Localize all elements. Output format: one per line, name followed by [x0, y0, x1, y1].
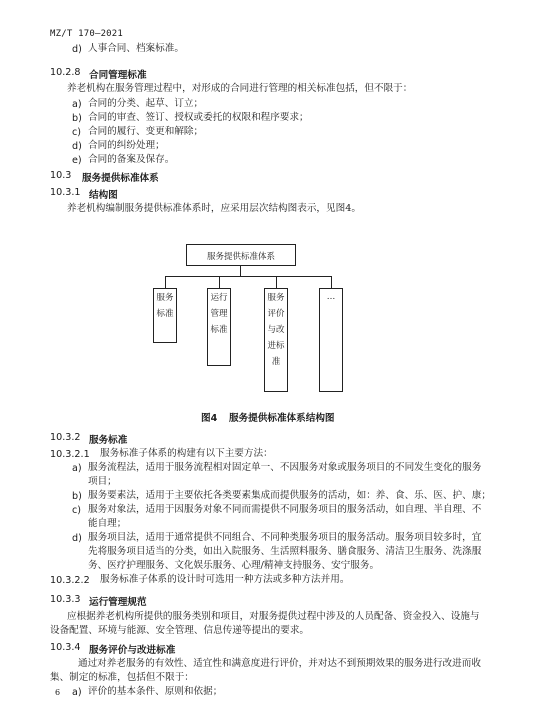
list-item-text: 合同的履行、变更和解除； — [88, 126, 204, 137]
document-header-id: MZ/T 170—2021 — [50, 29, 124, 39]
list-marker: b) — [72, 491, 82, 502]
list-marker: c) — [72, 505, 82, 516]
list-item-text: 合同的审查、签订、授权或委托的权限和程序要求； — [88, 112, 309, 123]
list-item-text-continued: 能自理； — [88, 518, 127, 529]
section-number: 10.3.2 — [50, 432, 81, 443]
diagram-connector — [165, 276, 166, 288]
section-title: 服务标准 — [89, 435, 128, 446]
section-number: 10.3.4 — [50, 642, 81, 653]
clause-number: 10.3.2.1 — [50, 449, 90, 460]
paragraph-continued: 设备配置、环境与能源、安全管理、信息传递等提出的要求。 — [50, 625, 310, 636]
list-marker: a) — [72, 99, 82, 110]
clause-number: 10.3.2.2 — [50, 575, 90, 586]
list-marker: d) — [72, 533, 82, 544]
section-title: 合同管理标准 — [89, 70, 147, 81]
list-marker: d) — [72, 44, 82, 55]
section-title: 结构图 — [89, 190, 118, 201]
diagram-child-box — [264, 288, 288, 392]
page-number: 6 — [55, 688, 61, 697]
paragraph: 通过对养老服务的有效性、适宜性和满意度进行评价，并对达不到预期效果的服务进行改进而收 — [78, 658, 481, 669]
list-item-text: 合同的分类、起草、订立； — [88, 98, 204, 109]
section-number: 10.3 — [50, 170, 72, 181]
diagram-connector — [276, 276, 277, 288]
list-item-text: 服务对象法，适用于因服务对象不同而需提供不同服务项目的服务活动，如自理、半自理、不 — [88, 504, 482, 515]
list-item-text-continued: 务、医疗护理服务、文化娱乐服务、心理/精神支持服务、安宁服务。 — [88, 560, 380, 571]
section-number: 10.2.8 — [50, 67, 81, 78]
list-item-text: 合同的备案及保存。 — [88, 154, 175, 165]
list-item-text: 服务流程法，适用于服务流程相对固定单一、不因服务对象或服务项目的不同发生变化的服务 — [88, 462, 482, 473]
paragraph: 应根据养老机构所提供的服务类别和项目，对服务提供过程中涉及的人员配备、资金投入、设施与 — [67, 611, 480, 622]
list-marker: a) — [72, 463, 82, 474]
diagram-child-box — [319, 288, 343, 392]
list-item-text-continued: 项目； — [88, 476, 117, 487]
section-number: 10.3.3 — [50, 594, 81, 605]
paragraph: 服务标准子体系的构建有以下主要方法： — [100, 448, 273, 459]
diagram-child-label: 运行管理标准 — [210, 293, 228, 335]
figure-caption-number: 图4 — [201, 413, 218, 424]
paragraph: 养老机构在服务管理过程中，对形成的合同进行管理的相关标准包括，但不限于： — [67, 83, 413, 94]
list-item-text: 服务要素法，适用于主要依托各类要素集成而提供服务的活动，如：养、食、乐、医、护、康； — [88, 490, 491, 501]
figure-caption-title: 服务提供标准体系结构图 — [229, 413, 335, 424]
list-item-text: 服务项目法，适用于通常提供不同组合、不同种类服务项目的服务活动。服务项目较多时，宜 — [88, 532, 482, 543]
list-item-text: 合同的纠纷处理； — [88, 140, 165, 151]
list-marker: a) — [72, 687, 82, 698]
list-item-text: 评价的基本条件、原则和依据； — [88, 686, 223, 697]
section-title: 运行管理规范 — [89, 597, 147, 608]
paragraph: 服务标准子体系的设计时可选用一种方法或多种方法并用。 — [100, 574, 350, 585]
paragraph-continued: 集、制定的标准，包括但不限于： — [50, 672, 194, 683]
diagram-connector — [331, 276, 332, 288]
diagram-child-label: 服务评价与改进标准 — [267, 293, 285, 367]
diagram-child-label: … — [326, 292, 336, 302]
list-marker: b) — [72, 113, 82, 124]
diagram-child-label: 服务标准 — [156, 293, 174, 319]
list-marker: e) — [72, 155, 82, 166]
diagram-connector — [219, 276, 220, 288]
list-item-text: 人事合同、档案标准。 — [88, 43, 184, 54]
section-number: 10.3.1 — [50, 187, 81, 198]
paragraph: 养老机构编制服务提供标准体系时，应采用层次结构图表示，见图4。 — [67, 203, 361, 214]
diagram-child-box — [153, 288, 177, 343]
diagram-connector — [165, 276, 332, 277]
diagram-child-box — [207, 288, 231, 366]
list-marker: c) — [72, 127, 82, 138]
diagram-root-label: 服务提供标准体系 — [206, 252, 275, 262]
list-marker: d) — [72, 141, 82, 152]
list-item-text-continued: 先将服务项目适当的分类，如出入院服务、生活照料服务、膳食服务、清洁卫生服务、洗涤服 — [88, 546, 482, 557]
section-title: 服务评价与改进标准 — [89, 645, 176, 656]
section-title: 服务提供标准体系 — [82, 173, 159, 184]
diagram-root-box — [186, 244, 296, 266]
diagram-connector — [240, 266, 241, 276]
